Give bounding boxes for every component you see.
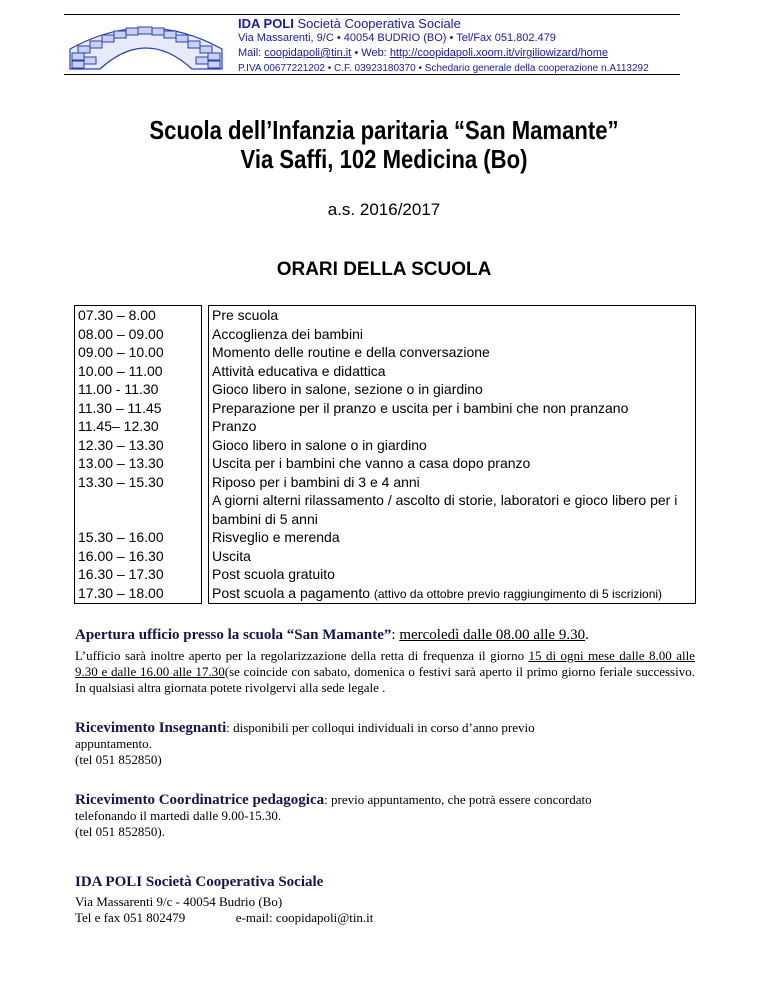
office-text-underlined: 15 di ogni mese dalle 8.00 alle 9.30 e dalle 16.00 alle 17.30 <box>75 648 695 679</box>
footer-address: Via Massarenti 9/c - 40054 Budrio (Bo) <box>75 894 283 909</box>
schedule-times <box>74 305 202 604</box>
time-cell: 13.30 – 15.30 <box>78 473 164 490</box>
activity-cell: Pre scuola <box>212 307 279 323</box>
coordinator-section <box>75 792 695 840</box>
coordinator-lead: : previo appuntamento, che potrà essere concordato <box>324 792 592 807</box>
activity-cell: Uscita per i bambini che vanno a casa dopo pranzo <box>212 455 531 471</box>
activity-note: (attivo da ottobre previo raggiungimento di 5 iscrizioni) <box>373 586 663 601</box>
coordinator-heading-line <box>75 792 695 808</box>
bridge-logo-icon <box>66 19 226 71</box>
footer <box>75 874 373 926</box>
header-bottom-rule <box>64 74 680 75</box>
letterhead-text <box>238 16 678 76</box>
teachers-rest: appuntamento. <box>75 736 152 751</box>
time-cell: 13.00 – 13.30 <box>78 455 164 471</box>
letterhead <box>64 14 680 76</box>
header-top-rule <box>64 14 680 15</box>
activity-cell: Gioco libero in salone, sezione o in giardino <box>212 381 483 397</box>
org-type: Società Cooperativa Sociale <box>297 16 461 31</box>
activity-cell: Riposo per i bambini di 3 e 4 anni <box>212 473 420 490</box>
activity-cell: Post scuola gratuito <box>212 566 335 582</box>
time-cell: 11.30 – 11.45 <box>78 399 162 416</box>
footer-contacts <box>75 910 373 926</box>
org-contacts <box>238 46 678 61</box>
office-heading-line <box>75 627 695 643</box>
activity-row-last <box>212 584 692 604</box>
activity-cell: Uscita <box>212 547 251 564</box>
school-year: a.s. 2016/2017 <box>327 200 441 219</box>
office-text-a: L’ufficio sarà inoltre aperto per la regolarizzazione della retta di frequenza il giorno <box>75 648 529 663</box>
mail-link[interactable]: coopidapoli@tin.it <box>264 47 352 59</box>
office-text-b: (se coincide con sabato, domenica o festivi sarà aperto il primo giorno feriale successivo. In qualsiasi altra giornata potete rivolgervi alla sede legale . <box>75 664 695 695</box>
activity-cell: Pranzo <box>212 418 257 434</box>
time-cell: 11.00 - 11.30 <box>78 381 159 397</box>
schedule-heading: ORARI DELLA SCUOLA <box>276 259 492 280</box>
time-cell: 08.00 – 09.00 <box>78 325 164 342</box>
schedule-table <box>74 305 702 604</box>
coordinator-tel: (tel 051 852850). <box>75 824 165 839</box>
activity-cell: Momento delle routine e della conversazione <box>212 344 490 360</box>
document-title <box>58 116 711 174</box>
org-address: Via Massarenti, 9/C • 40054 BUDRIO (BO) • Tel/Fax 051.802.479 <box>238 32 556 44</box>
office-section <box>75 627 695 696</box>
title-line-2: Via Saffi, 102 Medicina (Bo) <box>240 144 528 174</box>
time-cell: 16.00 – 16.30 <box>78 547 164 564</box>
org-name: IDA POLI <box>238 16 294 31</box>
teachers-section <box>75 720 695 768</box>
web-link[interactable]: http://coopidapoli.xoom.it/virgiliowizard/home <box>389 47 609 59</box>
activity-cell: Accoglienza dei bambini <box>212 325 363 342</box>
mail-label: Mail: <box>238 47 262 59</box>
activity-cell: Attività educativa e didattica <box>212 362 386 379</box>
office-paragraph <box>75 648 695 696</box>
activity-extra: A giorni alterni rilassamento / ascolto di storie, laboratori e gioco libero per i bambini di 5 anni <box>212 492 678 527</box>
coordinator-rest: telefonando il martedì dalle 9.00-15.30. <box>75 808 282 823</box>
title-line-1: Scuola dell’Infanzia paritaria “San Mamante” <box>149 115 619 145</box>
time-cell: 10.00 – 11.00 <box>78 362 163 379</box>
time-cell: 17.30 – 18.00 <box>78 584 164 601</box>
time-cell: 16.30 – 17.30 <box>78 566 164 582</box>
teachers-heading: Ricevimento Insegnanti <box>75 720 227 736</box>
time-cell: 09.00 – 10.00 <box>78 344 164 360</box>
footer-name: IDA POLI Società Cooperativa Sociale <box>75 874 324 890</box>
activity-cell: Post scuola a pagamento <box>212 584 370 601</box>
activity-cell: Gioco libero in salone o in giardino <box>212 436 427 453</box>
footer-email: e-mail: coopidapoli@tin.it <box>235 910 374 925</box>
time-cell: 11.45– 12.30 <box>78 418 159 434</box>
org-fiscal: P.IVA 00677221202 • C.F. 03923180370 • Schedario generale della cooperazione n.A113292 <box>238 63 649 74</box>
footer-tel: Tel e fax 051 802479 <box>75 910 186 925</box>
time-cell: 12.30 – 13.30 <box>78 436 164 453</box>
office-heading: Apertura ufficio presso la scuola “San Mamante” <box>75 627 392 643</box>
activity-cell: Risveglio e merenda <box>212 529 340 545</box>
coordinator-heading: Ricevimento Coordinatrice pedagogica <box>75 792 325 808</box>
time-cell: 07.30 – 8.00 <box>78 307 156 323</box>
activity-cell: Preparazione per il pranzo e uscita per i bambini che non pranzano <box>212 399 629 416</box>
teachers-tel: (tel 051 852850) <box>75 752 162 767</box>
office-colon: : <box>391 627 400 643</box>
office-period: . <box>585 627 589 643</box>
office-hours: mercoledì dalle 08.00 alle 9.30 <box>399 627 586 643</box>
web-label: • Web: <box>354 47 387 59</box>
org-line <box>238 16 678 31</box>
time-cell: 15.30 – 16.00 <box>78 529 164 545</box>
teachers-lead: : disponibili per colloqui individuali in corso d’anno previo <box>226 720 535 735</box>
time-spacer <box>78 491 198 528</box>
schedule-activities <box>208 305 696 604</box>
teachers-heading-line <box>75 720 695 736</box>
